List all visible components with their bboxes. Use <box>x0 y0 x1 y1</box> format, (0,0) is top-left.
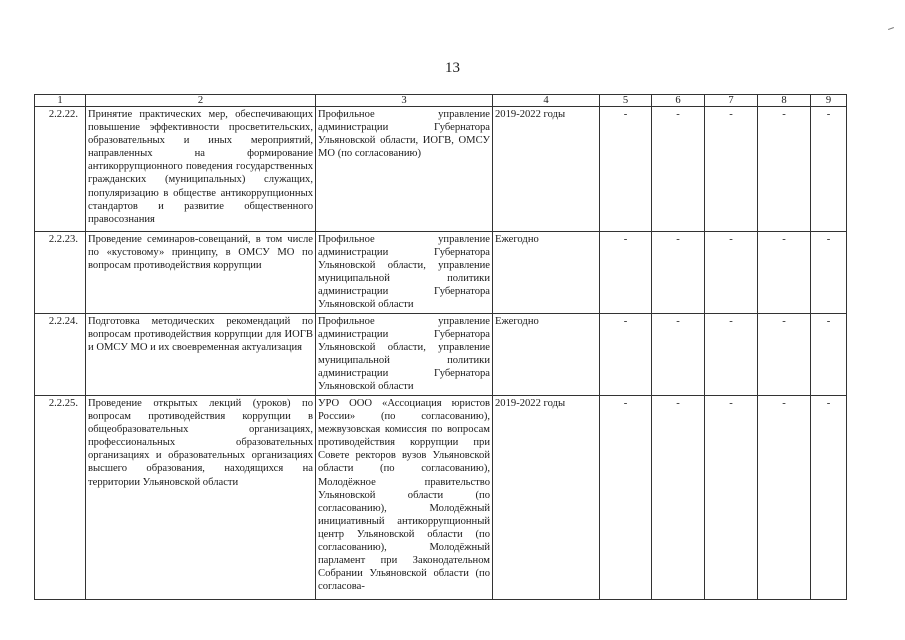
executor-text: Профильное управление администрации Губернатора Ульяновской области, управление муниципальной политики администрации Губернатора Ульяновской области <box>316 314 493 396</box>
header-row <box>35 95 847 107</box>
value-cell: - <box>705 232 758 314</box>
executor-text: Профильное управление администрации Губернатора Ульяновской области, управление муниципальной политики администрации Губернатора Ульяновской области <box>316 232 493 314</box>
column-header: 4 <box>493 95 600 107</box>
scan-mark <box>888 27 894 30</box>
column-header: 7 <box>705 95 758 107</box>
action-text: Принятие практических мер, обеспечивающих повышение эффективности просветительских, образовательных и иных мероприятий, направленных на формирование антикоррупционного поведения государственных гражданских (муниципальных) служащих, популяризацию в обществе антикоррупционных стандартов и развитие общественного правосознания <box>86 107 316 232</box>
term-text: 2019-2022 годы <box>493 396 600 600</box>
value-cell: - <box>811 107 847 232</box>
value-cell: - <box>811 232 847 314</box>
value-cell: - <box>600 314 652 396</box>
value-cell: - <box>758 396 811 600</box>
row-number: 2.2.23. <box>35 232 86 314</box>
page-number: 13 <box>445 60 460 76</box>
executor-text: Профильное управление администрации Губернатора Ульяновской области, ИОГВ, ОМСУ МО (по согласованию) <box>316 107 493 232</box>
column-header: 3 <box>316 95 493 107</box>
value-cell: - <box>652 396 705 600</box>
row-number: 2.2.22. <box>35 107 86 232</box>
executor-text: УРО ООО «Ассоциация юристов России» (по согласованию), межвузовская комиссия по вопросам противодействия коррупции при Совете ректоров вузов Ульяновской области (по согласованию), Молодёжное правительство Ульяновской области (по согласованию), Молодёжный инициативный антикоррупционный центр Ульяновской области (по согласованию), Молодёжный парламент при Законодательном Собрании Ульяновской области (по согласова- <box>316 396 493 600</box>
measures-table <box>34 94 847 600</box>
column-header: 8 <box>758 95 811 107</box>
column-header: 9 <box>811 95 847 107</box>
value-cell: - <box>705 314 758 396</box>
term-text: Ежегодно <box>493 314 600 396</box>
action-text: Проведение семинаров-совещаний, в том числе по «кустовому» принципу, в ОМСУ МО по вопросам противодействия коррупции <box>86 232 316 314</box>
column-header: 1 <box>35 95 86 107</box>
value-cell: - <box>600 107 652 232</box>
value-cell: - <box>811 314 847 396</box>
value-cell: - <box>652 232 705 314</box>
value-cell: - <box>758 232 811 314</box>
value-cell: - <box>705 396 758 600</box>
column-header: 5 <box>600 95 652 107</box>
value-cell: - <box>652 314 705 396</box>
row-number: 2.2.25. <box>35 396 86 600</box>
column-header: 6 <box>652 95 705 107</box>
value-cell: - <box>758 314 811 396</box>
value-cell: - <box>652 107 705 232</box>
value-cell: - <box>811 396 847 600</box>
table-row <box>35 314 847 396</box>
table-row <box>35 232 847 314</box>
action-text: Подготовка методических рекомендаций по вопросам противодействия коррупции для ИОГВ и ОМСУ МО и их своевременная актуализация <box>86 314 316 396</box>
table-row <box>35 107 847 232</box>
action-text: Проведение открытых лекций (уроков) по вопросам противодействия коррупции в общеобразовательных организациях, профессиональных образовательных организациях и образовательных организациях высшего образования, находящихся на территории Ульяновской области <box>86 396 316 600</box>
table-row <box>35 396 847 600</box>
row-number: 2.2.24. <box>35 314 86 396</box>
term-text: Ежегодно <box>493 232 600 314</box>
term-text: 2019-2022 годы <box>493 107 600 232</box>
value-cell: - <box>600 232 652 314</box>
value-cell: - <box>758 107 811 232</box>
column-header: 2 <box>86 95 316 107</box>
value-cell: - <box>705 107 758 232</box>
value-cell: - <box>600 396 652 600</box>
